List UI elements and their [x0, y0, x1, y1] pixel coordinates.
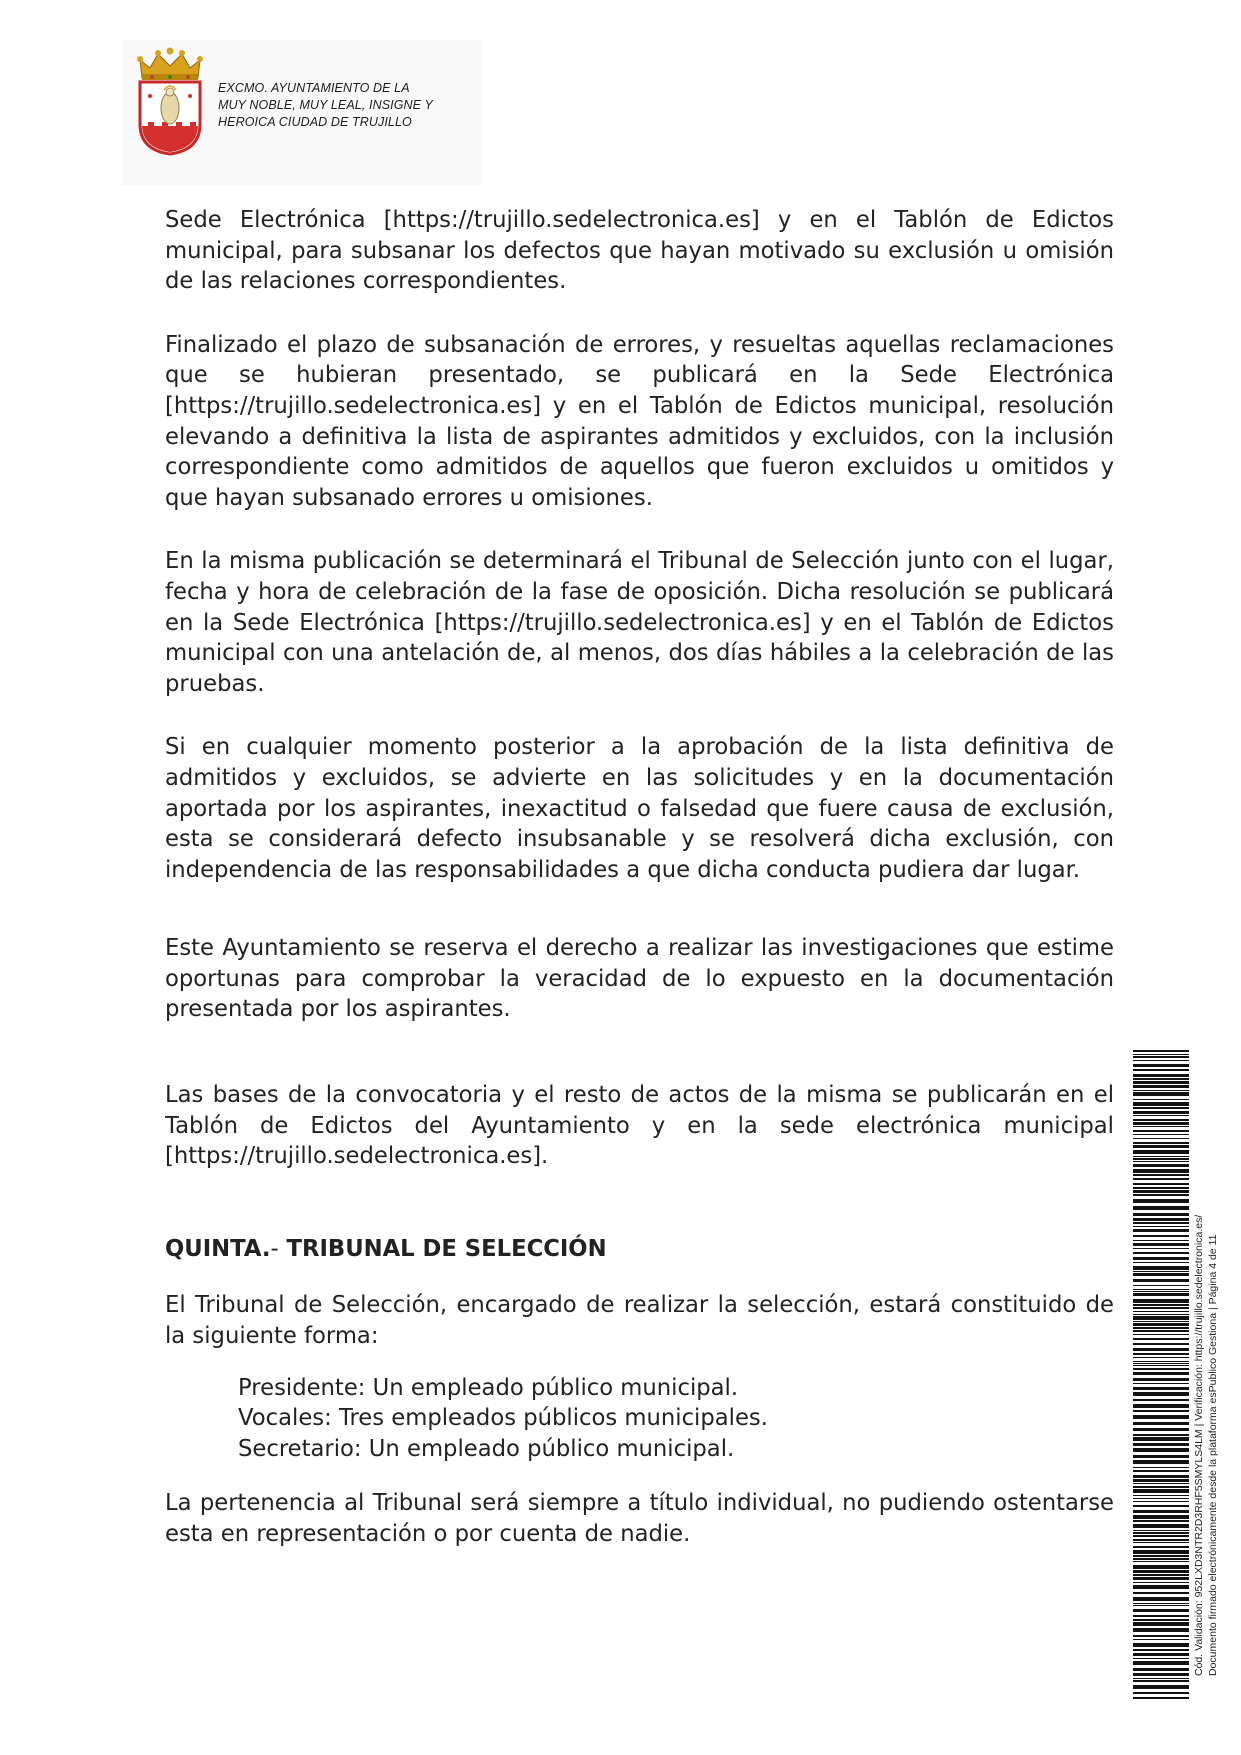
- letterhead-line: EXCMO. AYUNTAMIENTO DE LA: [218, 81, 410, 95]
- list-item: Vocales: Tres empleados públicos municipales.: [238, 1405, 768, 1432]
- section-heading: [165, 1234, 1114, 1265]
- verification-strip: [1133, 1050, 1193, 1702]
- section-heading-dash: -: [270, 1235, 279, 1262]
- barcode-icon: [1133, 1050, 1189, 1702]
- letterhead-line: HEROICA CIUDAD DE TRUJILLO: [218, 115, 412, 129]
- paragraph: La pertenencia al Tribunal será siempre a título individual, no pudiendo ostentarse esta en representación o por cuenta de nadie.: [165, 1490, 1114, 1547]
- verification-line: Cód. Validación: 952LXD3NTR2D3RHF5SMYLS4LM | Verificación: https://trujillo.sedelectronica.es/: [1193, 1214, 1205, 1676]
- list-item: Secretario: Un empleado público municipal.: [238, 1435, 735, 1462]
- paragraph: Las bases de la convocatoria y el resto de actos de la misma se publicarán en el Tablón de Edictos del Ayuntamiento y en la sede electrónica municipal [https://trujillo.sedelectronica.es].: [165, 1082, 1114, 1170]
- letterhead: [122, 40, 482, 185]
- paragraph: En la misma publicación se determinará el Tribunal de Selección junto con el lugar, fecha y hora de celebración de la fase de oposición. Dicha resolución se publicará en la Sede Electrónica [https://trujillo.sedelectronica.es] y en el Tablón de Edictos municipal con una antelación de, al menos, dos días hábiles a la celebración de las pruebas.: [165, 548, 1114, 697]
- paragraph: Finalizado el plazo de subsanación de errores, y resueltas aquellas reclamaciones que se hubieran presentado, se publicará en la Sede Electrónica [https://trujillo.sedelectronica.es] y en el Tablón de Edictos municipal, resolución elevando a definitiva la lista de aspirantes admitidos y excluidos, con la inclusión correspondiente como admitidos de aquellos que fueron excluidos u omitidos y que hayan subsanado errores u omisiones.: [165, 331, 1114, 511]
- list-item: Presidente: Un empleado público municipal.: [238, 1374, 739, 1401]
- paragraph: Si en cualquier momento posterior a la aprobación de la lista definitiva de admitidos y excluidos, se advierte en las solicitudes y en la documentación aportada por los aspirantes, inexactitud o falsedad que fuere causa de exclusión, esta se considerará defecto insubsanable y se resolverá dicha exclusión, con independencia de las responsabilidades a que dicha conducta pudiera dar lugar.: [165, 734, 1114, 883]
- tribunal-members-list: [165, 1373, 1114, 1465]
- paragraph: El Tribunal de Selección, encargado de realizar la selección, estará constituido de la siguiente forma:: [165, 1292, 1114, 1350]
- coat-of-arms-icon: [136, 46, 204, 156]
- letterhead-text: [218, 80, 433, 131]
- paragraph: Sede Electrónica [https://trujillo.sedelectronica.es] y en el Tablón de Edictos municipal, para subsanar los defectos que hayan motivado su exclusión u omisión de las relaciones correspondientes.: [165, 207, 1114, 295]
- verification-text: [1192, 1076, 1220, 1676]
- paragraph: Este Ayuntamiento se reserva el derecho a realizar las investigaciones que estime oportunas para comprobar la veracidad de lo expuesto en la documentación presentada por los aspirantes.: [165, 935, 1114, 1023]
- verification-line: Documento firmado electrónicamente desde la plataforma esPublico Gestiona | Página 4 de 11: [1207, 1234, 1219, 1676]
- document-body: [165, 205, 1114, 1550]
- letterhead-line: MUY NOBLE, MUY LEAL, INSIGNE Y: [218, 98, 433, 112]
- section-heading-number: QUINTA.: [165, 1235, 271, 1262]
- section-heading-title: TRIBUNAL DE SELECCIÓN: [278, 1235, 607, 1262]
